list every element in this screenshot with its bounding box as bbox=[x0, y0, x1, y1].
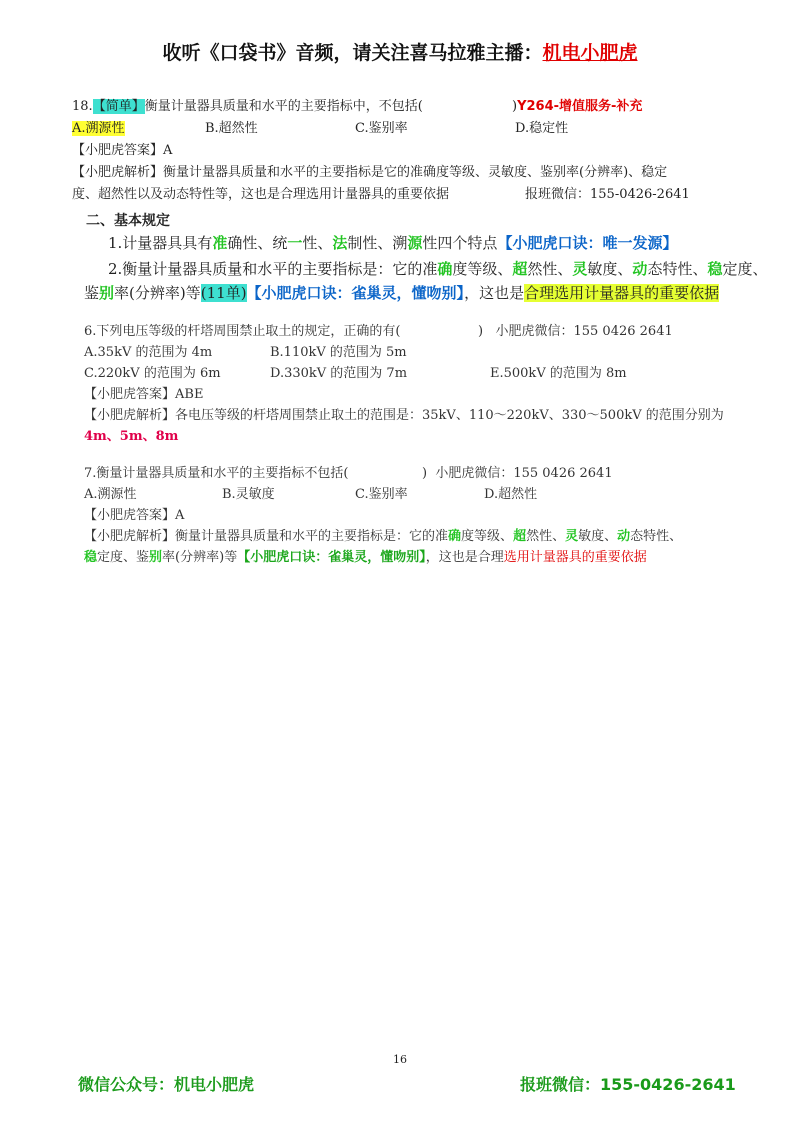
q18-answer-value: A bbox=[163, 143, 173, 158]
page-number: 16 bbox=[393, 1053, 407, 1066]
q7-key-6: 别 bbox=[149, 550, 163, 565]
q18-option-d: D.稳定性 bbox=[515, 121, 569, 136]
rule2-key-5: 稳 bbox=[707, 260, 723, 278]
footer-wechat-account: 微信公众号：机电小肥虎 bbox=[78, 1075, 255, 1094]
rule2-text-6: 定度、 bbox=[722, 260, 768, 278]
q6-analysis-red bbox=[84, 427, 178, 447]
rule-2-line1 bbox=[108, 258, 767, 280]
q18-answer bbox=[72, 141, 172, 161]
rule2-key-6: 别 bbox=[99, 284, 115, 302]
page-header bbox=[0, 38, 800, 65]
q7-answer-label: 【小肥虎答案】 bbox=[84, 508, 176, 523]
rule2-mnemonic: 【小肥虎口诀：雀巢灵，懂吻别】 bbox=[246, 284, 465, 302]
footer-contact: 报班微信：155-0426-2641 bbox=[520, 1075, 736, 1094]
q7-analysis-text-5: 态特性、 bbox=[630, 529, 683, 544]
q6-stem-close: ) bbox=[478, 324, 484, 339]
q18-code: Y264-增值服务-补充 bbox=[517, 99, 643, 114]
rule2-tag: (11单) bbox=[200, 284, 247, 302]
q6-analysis-red-text: 4m、5m、8m bbox=[84, 429, 179, 444]
q6-analysis-text: 各电压等级的杆塔周围禁止取土的范围是：35kV、110～220kV、330～500kV 的范围分别为 bbox=[175, 408, 724, 423]
q7-analysis-text-4: 敏度、 bbox=[578, 529, 618, 544]
q6-option-e: E.500kV 的范围为 8m bbox=[490, 366, 627, 381]
q18-contact: 报班微信：155-0426-2641 bbox=[525, 187, 690, 202]
q7-analysis-text-2: 度等级、 bbox=[461, 529, 514, 544]
q18-option-c: C.鉴别率 bbox=[355, 121, 408, 136]
q18-analysis-text1: 衡量计量器具质量和水平的主要指标是它的准确度等级、灵敏度、鉴别率(分辨率)、稳定 bbox=[163, 165, 668, 180]
q6-analysis bbox=[84, 406, 724, 426]
rule1-text-4: 制性、溯 bbox=[347, 234, 408, 252]
rule2-text-4: 敏度、 bbox=[587, 260, 633, 278]
rule1-text-3: 性、 bbox=[302, 234, 333, 252]
rule2-text-7: 鉴 bbox=[84, 284, 100, 302]
q6-option-c: C.220kV 的范围为 6m bbox=[84, 366, 221, 381]
rule2-key-3: 灵 bbox=[572, 260, 588, 278]
q7-analysis-red-tail: 选用计量器具的重要依据 bbox=[503, 550, 647, 565]
q7-option-c: C.鉴别率 bbox=[355, 487, 408, 502]
q6-option-a: A.35kV 的范围为 4m bbox=[84, 345, 213, 360]
rule2-key-1: 确 bbox=[437, 260, 453, 278]
q18-option-a bbox=[72, 119, 125, 139]
q18-analysis-text2: 度、超然性以及动态特性等，这也是合理选用计量器具的重要依据 bbox=[72, 187, 450, 202]
q7-key-5: 稳 bbox=[84, 550, 98, 565]
q6-contact: 小肥虎微信：155 0426 2641 bbox=[495, 324, 673, 339]
rule2-text-2: 度等级、 bbox=[452, 260, 513, 278]
q18-stem bbox=[72, 97, 423, 117]
q7-key-4: 动 bbox=[617, 529, 631, 544]
q18-analysis-line2 bbox=[72, 185, 449, 205]
q6-option-b: B.110kV 的范围为 5m bbox=[270, 345, 407, 360]
q7-answer bbox=[84, 506, 184, 526]
q7-stem-close: ) bbox=[422, 466, 428, 481]
q6-option-d: D.330kV 的范围为 7m bbox=[270, 366, 408, 381]
rule1-key-2: 一 bbox=[287, 234, 303, 252]
rule2-text-3: 然性、 bbox=[527, 260, 573, 278]
q7-option-d: D.超然性 bbox=[484, 487, 538, 502]
q7-stem bbox=[84, 464, 348, 484]
q7-analysis-text-8: ，这也是合理 bbox=[425, 550, 504, 565]
q18-number: 18. bbox=[72, 99, 93, 114]
q7-key-2: 超 bbox=[513, 529, 527, 544]
rule1-text-5: 性四个特点 bbox=[422, 234, 498, 252]
rule-2-line2 bbox=[84, 282, 719, 304]
q18-option-b: B.超然性 bbox=[205, 121, 258, 136]
q18-stem-end bbox=[512, 97, 642, 117]
q6-stem-text: 6.下列电压等级的杆塔周围禁止取土的规定，正确的有( bbox=[84, 324, 401, 339]
q18-analysis-line1 bbox=[72, 163, 667, 183]
q7-option-a: A.溯源性 bbox=[84, 487, 137, 502]
q7-analysis-line2 bbox=[84, 548, 647, 568]
rule1-text-2: 确性、统 bbox=[227, 234, 288, 252]
rule2-highlight: 合理选用计量器具的重要依据 bbox=[524, 284, 720, 302]
q18-stem-close: ) bbox=[512, 99, 518, 114]
q6-stem-end bbox=[478, 322, 673, 342]
q7-stem-end bbox=[422, 464, 613, 484]
q7-contact: 小肥虎微信：155 0426 2641 bbox=[435, 466, 613, 481]
rule1-mnemonic: 【小肥虎口诀：唯一发源】 bbox=[497, 234, 678, 252]
rule1-key-1: 准 bbox=[212, 234, 228, 252]
q6-answer-label: 【小肥虎答案】 bbox=[84, 387, 176, 402]
rule2-text-9: ，这也是 bbox=[464, 284, 525, 302]
rule-1 bbox=[108, 232, 677, 254]
rule1-key-3: 法 bbox=[332, 234, 348, 252]
q7-analysis-text-7: 率(分辨率)等 bbox=[162, 550, 238, 565]
q6-answer-value: ABE bbox=[175, 387, 204, 402]
q7-analysis-text-6: 定度、鉴 bbox=[97, 550, 150, 565]
q18-tag: 【简单】 bbox=[92, 99, 145, 114]
q7-key-3: 灵 bbox=[565, 529, 579, 544]
rule1-text-1: 1.计量器具具有 bbox=[108, 234, 213, 252]
q18-option-a-text: A.溯源性 bbox=[72, 121, 125, 136]
q7-mnemonic: 【小肥虎口诀：雀巢灵，懂吻别】 bbox=[237, 550, 426, 565]
q6-stem bbox=[84, 322, 400, 342]
header-brand-link[interactable]: 机电小肥虎 bbox=[542, 42, 638, 64]
q7-stem-text: 7.衡量计量器具质量和水平的主要指标不包括( bbox=[84, 466, 349, 481]
q7-answer-value: A bbox=[175, 508, 185, 523]
q18-analysis-label: 【小肥虎解析】 bbox=[72, 165, 164, 180]
rule2-text-1: 2.衡量计量器具质量和水平的主要指标是：它的准 bbox=[108, 260, 438, 278]
q7-analysis-line1 bbox=[84, 527, 682, 547]
rule2-key-2: 超 bbox=[512, 260, 528, 278]
rule2-key-4: 动 bbox=[632, 260, 648, 278]
rule2-text-5: 态特性、 bbox=[647, 260, 708, 278]
rule1-key-4: 源 bbox=[407, 234, 423, 252]
section-title: 二、基本规定 bbox=[86, 213, 170, 229]
q18-stem-text: 衡量计量器具质量和水平的主要指标中，不包括( bbox=[144, 99, 423, 114]
q18-answer-label: 【小肥虎答案】 bbox=[72, 143, 164, 158]
rule2-text-8: 率(分辨率)等 bbox=[114, 284, 201, 302]
q7-key-1: 确 bbox=[448, 529, 462, 544]
q6-analysis-label: 【小肥虎解析】 bbox=[84, 408, 176, 423]
q6-answer bbox=[84, 385, 203, 405]
header-prefix: 收听《口袋书》音频，请关注喜马拉雅主播： bbox=[162, 42, 543, 64]
q7-analysis-text-1: 衡量计量器具质量和水平的主要指标是：它的准 bbox=[175, 529, 449, 544]
q7-option-b: B.灵敏度 bbox=[222, 487, 275, 502]
q7-analysis-label: 【小肥虎解析】 bbox=[84, 529, 176, 544]
q7-analysis-text-3: 然性、 bbox=[526, 529, 566, 544]
